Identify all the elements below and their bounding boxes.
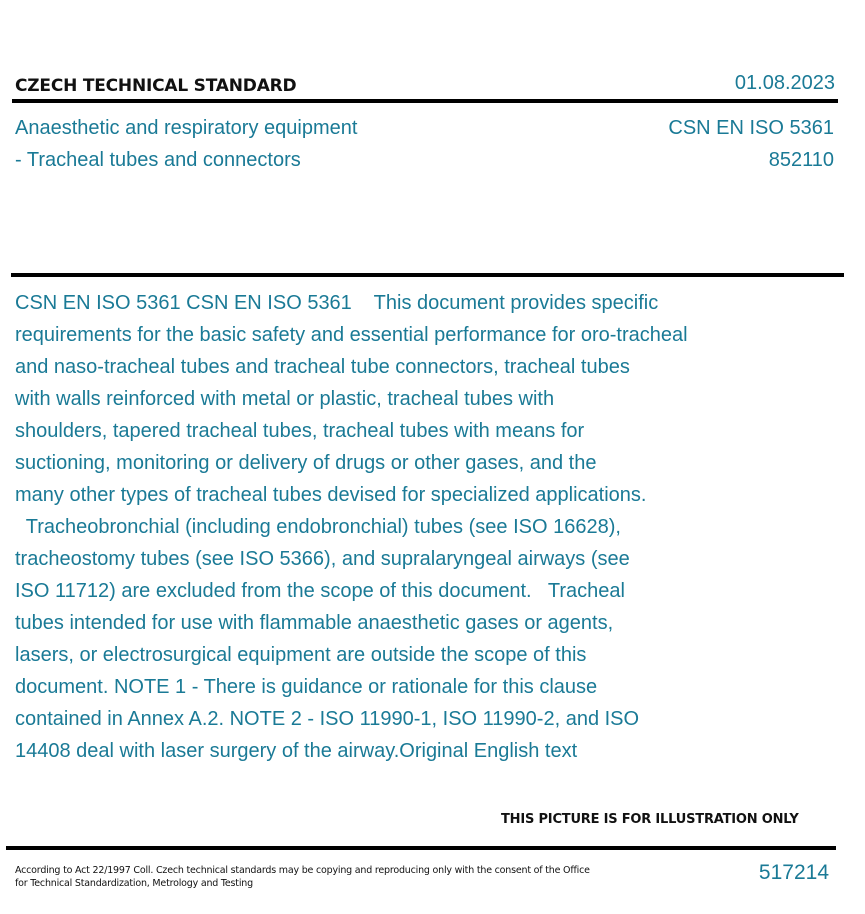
title-divider (11, 273, 844, 277)
illustration-notice: THIS PICTURE IS FOR ILLUSTRATION ONLY (501, 812, 799, 827)
title-line-2: - Tracheal tubes and connectors (15, 149, 301, 171)
abstract-line: Tracheobronchial (including endobronchial) tubes (see ISO 16628), (15, 516, 621, 538)
abstract-line: document. NOTE 1 - There is guidance or rationale for this clause (15, 676, 598, 698)
standard-heading: CZECH TECHNICAL STANDARD (15, 76, 297, 96)
abstract-line: many other types of tracheal tubes devised for specialized applications. (15, 484, 647, 506)
abstract-line: with walls reinforced with metal or plastic, tracheal tubes with (15, 388, 555, 410)
abstract-line: ISO 11712) are excluded from the scope of this document. Tracheal (15, 580, 625, 602)
abstract-line: tubes intended for use with flammable anaesthetic gases or agents, (15, 612, 614, 634)
standard-code: CSN EN ISO 5361 (668, 117, 834, 139)
abstract-text (15, 287, 750, 767)
footer-divider (6, 846, 836, 850)
header-divider (12, 99, 838, 103)
abstract-line: 14408 deal with laser surgery of the airway.Original English text (15, 740, 578, 762)
class-code: 852110 (768, 149, 834, 171)
legal-line: According to Act 22/1997 Coll. Czech technical standards may be copying and reproducing only with the consent of the Office (15, 865, 590, 876)
abstract-line: and naso-tracheal tubes and tracheal tube connectors, tracheal tubes (15, 356, 630, 378)
legal-notice (15, 864, 590, 890)
publication-date: 01.08.2023 (734, 72, 835, 94)
legal-line: for Technical Standardization, Metrology and Testing (15, 878, 253, 889)
title-line-1: Anaesthetic and respiratory equipment (15, 117, 358, 139)
abstract-line: suctioning, monitoring or delivery of drugs or other gases, and the (15, 452, 597, 474)
abstract-line: CSN EN ISO 5361 CSN EN ISO 5361 This document provides specific (15, 292, 659, 314)
abstract-line: tracheostomy tubes (see ISO 5366), and supralaryngeal airways (see (15, 548, 630, 570)
document-number: 517214 (758, 861, 829, 884)
abstract-line: lasers, or electrosurgical equipment are outside the scope of this (15, 644, 587, 666)
abstract-line: contained in Annex A.2. NOTE 2 - ISO 11990-1, ISO 11990-2, and ISO (15, 708, 640, 730)
abstract-line: shoulders, tapered tracheal tubes, tracheal tubes with means for (15, 420, 585, 442)
abstract-line: requirements for the basic safety and essential performance for oro-tracheal (15, 324, 688, 346)
